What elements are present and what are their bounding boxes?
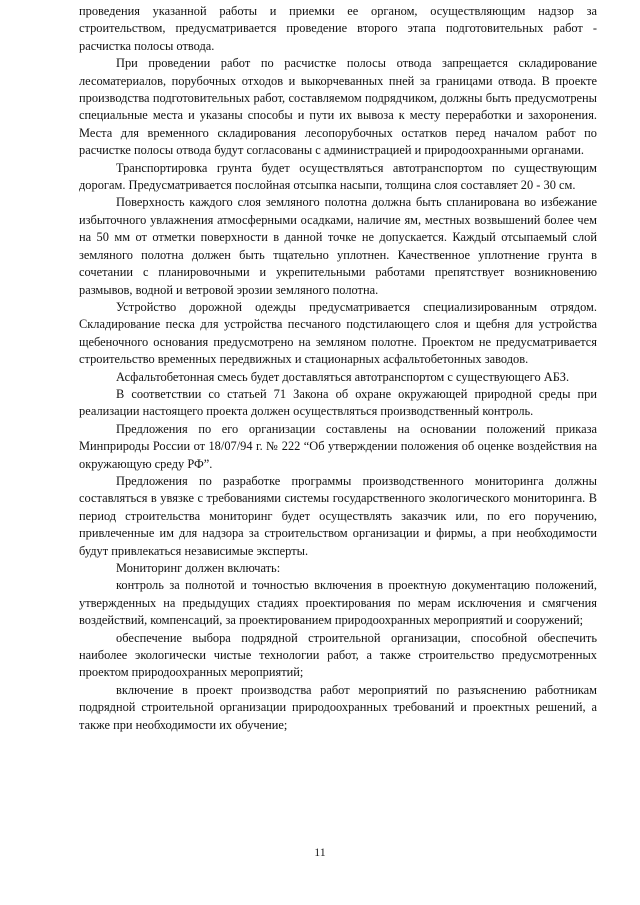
page-number: 11 — [314, 845, 326, 859]
paragraph: Транспортировка грунта будет осуществляться автотранспортом по существующим дорогам. Предусматривается послойная отсыпка насыпи, толщина слоя составляет 20 - 30 см. — [79, 160, 597, 193]
paragraph: Мониторинг должен включать: — [116, 561, 281, 575]
paragraph: проведения указанной работы и приемки ее органом, осуществляющим надзор за строительством, предусматривается проведение второго этапа подготовительных работ - расчистка полосы отвода. — [79, 4, 597, 53]
list-item: контроль за полнотой и точностью включения в проектную документацию положений, утвержденных на предыдущих стадиях проектирования по мерам исключения и смягчения воздействий, компенсаций, за проектированием природоохранных мероприятий и сооружений; — [79, 578, 597, 628]
document-body — [79, 3, 597, 734]
paragraph: При проведении работ по расчистке полосы отвода запрещается складирование лесоматериалов, порубочных отходов и выкорчеванных пней за границами отвода. В проекте производства подготовительных работ, составляемом подрядчиком, должны быть предусмотрены специальные места и указаны способы и пути их вывоза к месту переработки и захоронения. Места для временного складирования лесопорубочных остатков перед началом работ по расчистке полосы отвода будут согласованы с администрацией и природоохранными органами. — [79, 56, 597, 158]
paragraph: Устройство дорожной одежды предусматривается специализированным отрядом. Складирование песка для устройства песчаного подстилающего слоя и щебня для устройства щебеночного основания предусмотрено на земляном полотне. Проектом не предусматривается строительство временных передвижных и стационарных асфальтобетонных заводов. — [79, 299, 597, 367]
paragraph: Предложения по разработке программы производственного мониторинга должны составляться в увязке с требованиями системы государственного экологического мониторинга. В период строительства мониторинг будет осуществлять заказчик или, по его поручению, привлеченные им для надзора за строительством организации и фирмы, а при необходимости будут привлекаться независимые эксперты. — [79, 473, 597, 558]
list-item: включение в проект производства работ мероприятий по разъяснению работникам подрядной строительной организации природоохранных требований и проектных решений, а также при необходимости их обучение; — [79, 682, 597, 732]
paragraph: Асфальтобетонная смесь будет доставляться автотранспортом с существующего АБЗ. — [116, 369, 570, 384]
paragraph: Поверхность каждого слоя земляного полотна должна быть спланирована во избежание избыточного увлажнения атмосферными осадками, наличие ям, местных возвышений более чем на 50 мм от отметки поверхности в данной точке не допускается. Каждый отсыпаемый слой земляного полотна должен быть тщательно уплотнен. Качественное уплотнение грунта в сочетании с планировочными и укрепительными работами препятствует возникновению размывов, водной и ветровой эрозии земляного полотна. — [79, 195, 597, 297]
list-item: обеспечение выбора подрядной строительной организации, способной обеспечить наиболее экологически чистые технологии работ, а также строительство предусмотренных проектом природоохранных мероприятий; — [79, 630, 597, 680]
paragraph: В соответствии со статьей 71 Закона об охране окружающей природной среды при реализации настоящего проекта должен осуществляться производственный контроль. — [79, 386, 597, 419]
paragraph: Предложения по его организации составлены на основании положений приказа Минприроды России от 18/07/94 г. № 222 “Об утверждении положения об оценке воздействия на окружающую среду РФ”. — [79, 421, 597, 471]
